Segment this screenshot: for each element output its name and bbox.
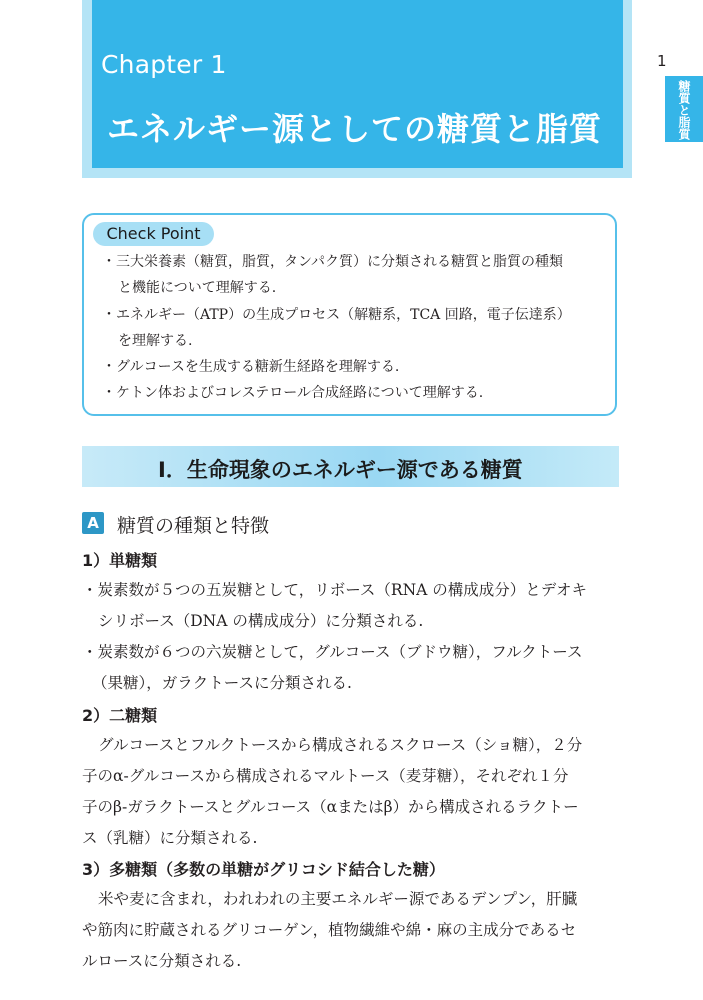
body-line: ルロースに分類される. [82, 952, 242, 970]
section-title: Ⅰ．生命現象のエネルギー源である糖質 [158, 458, 523, 482]
body-line: ス（乳糖）に分類される. [82, 829, 258, 847]
page-number: 1 [657, 52, 667, 70]
body-line: グルコースとフルクトースから構成されるスクロース（ショ糖），２分 [98, 736, 583, 754]
heading-polysaccharides: 3）多糖類（多数の単糖がグリコシド結合した糖） [82, 860, 445, 879]
body-line: （果糖），ガラクトースに分類される. [92, 674, 352, 692]
chapter-title: エネルギー源としての糖質と脂質 [107, 110, 603, 148]
check-point-item-cont: を理解する. [118, 333, 193, 349]
chapter-side-tab [665, 76, 703, 142]
body-line: 子のα-グルコースから構成されるマルトース（麦芽糖），それぞれ１分 [82, 767, 569, 785]
body-line: シリボース（DNA の構成成分）に分類される. [98, 612, 424, 630]
body-line: や筋肉に貯蔵されるグリコーゲン，植物繊維や綿・麻の主成分であるセ [82, 921, 577, 939]
check-point-item: ・三大栄養素（糖質，脂質，タンパク質）に分類される糖質と脂質の種類 [102, 254, 564, 270]
check-point-item: ・エネルギー（ATP）の生成プロセス（解糖系，TCA 回路，電子伝達系） [102, 307, 571, 323]
body-line: ・炭素数が５つの五炭糖として，リボース（RNA の構成成分）とデオキ [82, 581, 587, 599]
heading-disaccharides: 2）二糖類 [82, 706, 158, 725]
check-point-item-cont: と機能について理解する. [118, 280, 277, 296]
check-point-label: Check Point [93, 222, 214, 246]
heading-monosaccharides: 1）単糖類 [82, 551, 158, 570]
check-point-item: ・グルコースを生成する糖新生経路を理解する. [102, 359, 400, 375]
side-tab-label: 糖質と脂質 [677, 80, 691, 140]
body-line: ・炭素数が６つの六炭糖として，グルコース（ブドウ糖），フルクトース [82, 643, 583, 661]
subsection-badge: A [82, 512, 104, 534]
body-line: 米や麦に含まれ，われわれの主要エネルギー源であるデンプン，肝臓 [98, 890, 578, 908]
check-point-item: ・ケトン体およびコレステロール合成経路について理解する. [102, 385, 484, 401]
subsection-title: 糖質の種類と特徴 [117, 515, 270, 537]
body-line: 子のβ-ガラクトースとグルコース（αまたはβ）から構成されるラクトー [82, 798, 579, 816]
chapter-number: Chapter 1 [101, 50, 227, 79]
